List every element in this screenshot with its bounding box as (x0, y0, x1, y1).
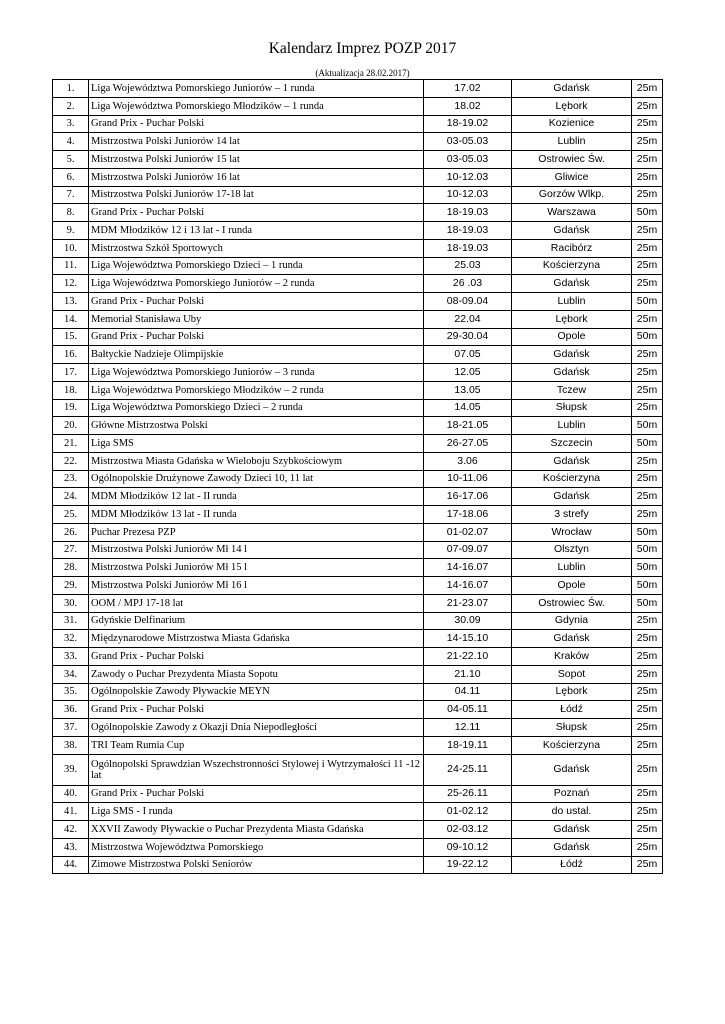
event-number: 25. (53, 506, 89, 524)
table-row (53, 856, 663, 874)
table-row (53, 594, 663, 612)
event-number: 29. (53, 577, 89, 595)
event-pool-length: 25m (632, 630, 663, 648)
event-pool-length: 25m (632, 275, 663, 293)
event-city: Lublin (512, 293, 632, 311)
event-name: Mistrzostwa Polski Juniorów Mł 16 l (89, 577, 424, 595)
event-date: 03-05.03 (424, 133, 512, 151)
event-pool-length: 25m (632, 222, 663, 240)
table-row (53, 222, 663, 240)
event-number: 41. (53, 803, 89, 821)
event-number: 23. (53, 470, 89, 488)
event-number: 7. (53, 186, 89, 204)
event-name: XXVII Zawody Pływackie o Puchar Prezydenta Miasta Gdańska (89, 821, 424, 839)
event-city: Gdańsk (512, 630, 632, 648)
event-city: Lębork (512, 683, 632, 701)
table-row (53, 417, 663, 435)
event-name: TRI Team Rumia Cup (89, 736, 424, 754)
event-number: 39. (53, 754, 89, 785)
table-row (53, 364, 663, 382)
event-pool-length: 25m (632, 856, 663, 874)
event-name: MDM Młodzików 13 lat - II runda (89, 506, 424, 524)
event-name: Główne Mistrzostwa Polski (89, 417, 424, 435)
event-pool-length: 25m (632, 80, 663, 98)
event-name: Międzynarodowe Mistrzostwa Miasta Gdańska (89, 630, 424, 648)
event-date: 04.11 (424, 683, 512, 701)
event-name: Liga SMS - I runda (89, 803, 424, 821)
event-pool-length: 25m (632, 701, 663, 719)
event-number: 19. (53, 399, 89, 417)
table-row (53, 435, 663, 453)
table-row (53, 275, 663, 293)
table-row (53, 239, 663, 257)
event-city: Gdańsk (512, 452, 632, 470)
table-row (53, 577, 663, 595)
event-number: 18. (53, 381, 89, 399)
event-date: 21-22.10 (424, 648, 512, 666)
event-date: 21.10 (424, 665, 512, 683)
event-city: Gdańsk (512, 222, 632, 240)
event-number: 40. (53, 785, 89, 803)
event-date: 18-21.05 (424, 417, 512, 435)
event-city: Łódź (512, 701, 632, 719)
event-date: 12.11 (424, 719, 512, 737)
event-city: Gdańsk (512, 488, 632, 506)
event-city: Gorzów Wlkp. (512, 186, 632, 204)
table-row (53, 80, 663, 98)
event-number: 9. (53, 222, 89, 240)
event-city: Lublin (512, 559, 632, 577)
event-pool-length: 50m (632, 328, 663, 346)
event-name: MDM Młodzików 12 i 13 lat - I runda (89, 222, 424, 240)
event-name: Grand Prix - Puchar Polski (89, 115, 424, 133)
event-pool-length: 25m (632, 399, 663, 417)
event-city: Lębork (512, 97, 632, 115)
event-date: 18-19.03 (424, 204, 512, 222)
event-date: 18-19.03 (424, 222, 512, 240)
event-number: 32. (53, 630, 89, 648)
event-city: Kościerzyna (512, 257, 632, 275)
event-pool-length: 25m (632, 452, 663, 470)
event-city: Wrocław (512, 523, 632, 541)
event-name: Zawody o Puchar Prezydenta Miasta Sopotu (89, 665, 424, 683)
event-name: Mistrzostwa Miasta Gdańska w Wieloboju Szybkościowym (89, 452, 424, 470)
event-date: 14-16.07 (424, 577, 512, 595)
table-row (53, 488, 663, 506)
event-pool-length: 25m (632, 736, 663, 754)
event-number: 8. (53, 204, 89, 222)
event-date: 25.03 (424, 257, 512, 275)
event-city: Tczew (512, 381, 632, 399)
table-row (53, 115, 663, 133)
table-row (53, 346, 663, 364)
event-city: Gdańsk (512, 364, 632, 382)
table-row (53, 701, 663, 719)
event-pool-length: 25m (632, 151, 663, 169)
event-city: Gdynia (512, 612, 632, 630)
event-pool-length: 50m (632, 594, 663, 612)
event-date: 01-02.07 (424, 523, 512, 541)
table-row (53, 381, 663, 399)
table-row (53, 506, 663, 524)
event-number: 20. (53, 417, 89, 435)
event-number: 43. (53, 838, 89, 856)
event-city: Opole (512, 328, 632, 346)
event-date: 25-26.11 (424, 785, 512, 803)
event-name: Ogólnopolskie Zawody z Okazji Dnia Niepodległości (89, 719, 424, 737)
event-date: 10-12.03 (424, 186, 512, 204)
event-city: Poznań (512, 785, 632, 803)
table-row (53, 665, 663, 683)
event-city: Gdańsk (512, 275, 632, 293)
table-row (53, 683, 663, 701)
event-pool-length: 25m (632, 648, 663, 666)
events-table (52, 79, 663, 874)
event-number: 35. (53, 683, 89, 701)
event-number: 1. (53, 80, 89, 98)
event-number: 11. (53, 257, 89, 275)
event-city: 3 strefy (512, 506, 632, 524)
event-name: Mistrzostwa Szkół Sportowych (89, 239, 424, 257)
event-pool-length: 25m (632, 838, 663, 856)
event-number: 5. (53, 151, 89, 169)
event-city: Gdańsk (512, 80, 632, 98)
event-number: 15. (53, 328, 89, 346)
table-row (53, 133, 663, 151)
event-name: Liga Województwa Pomorskiego Młodzików – 2 runda (89, 381, 424, 399)
event-city: Kozienice (512, 115, 632, 133)
event-date: 16-17.06 (424, 488, 512, 506)
event-pool-length: 25m (632, 785, 663, 803)
event-pool-length: 25m (632, 310, 663, 328)
event-city: Gdańsk (512, 346, 632, 364)
event-number: 10. (53, 239, 89, 257)
table-row (53, 310, 663, 328)
event-pool-length: 25m (632, 97, 663, 115)
event-name: OOM / MPJ 17-18 lat (89, 594, 424, 612)
event-pool-length: 25m (632, 506, 663, 524)
event-name: Zimowe Mistrzostwa Polski Seniorów (89, 856, 424, 874)
event-date: 3.06 (424, 452, 512, 470)
event-city: Racibórz (512, 239, 632, 257)
event-pool-length: 25m (632, 115, 663, 133)
event-date: 13.05 (424, 381, 512, 399)
event-pool-length: 25m (632, 821, 663, 839)
event-date: 14.05 (424, 399, 512, 417)
event-city: Lublin (512, 417, 632, 435)
table-row (53, 204, 663, 222)
table-row (53, 785, 663, 803)
event-pool-length: 50m (632, 523, 663, 541)
event-name: Bałtyckie Nadzieje Olimpijskie (89, 346, 424, 364)
event-city: Gliwice (512, 168, 632, 186)
event-date: 10-11.06 (424, 470, 512, 488)
table-row (53, 719, 663, 737)
event-pool-length: 25m (632, 470, 663, 488)
event-date: 22.04 (424, 310, 512, 328)
event-city: Szczecin (512, 435, 632, 453)
event-pool-length: 25m (632, 168, 663, 186)
event-name: Mistrzostwa Polski Juniorów Mł 14 l (89, 541, 424, 559)
event-number: 38. (53, 736, 89, 754)
event-city: Opole (512, 577, 632, 595)
event-date: 26 .03 (424, 275, 512, 293)
event-city: Gdańsk (512, 838, 632, 856)
event-name: Liga Województwa Pomorskiego Młodzików – 1 runda (89, 97, 424, 115)
event-name: Liga SMS (89, 435, 424, 453)
event-date: 01-02.12 (424, 803, 512, 821)
table-row (53, 470, 663, 488)
event-number: 31. (53, 612, 89, 630)
table-row (53, 293, 663, 311)
event-city: Ostrowiec Św. (512, 151, 632, 169)
event-city: Kościerzyna (512, 736, 632, 754)
event-date: 30.09 (424, 612, 512, 630)
event-city: Lublin (512, 133, 632, 151)
table-row (53, 328, 663, 346)
event-pool-length: 25m (632, 381, 663, 399)
event-name: Liga Województwa Pomorskiego Dzieci – 2 runda (89, 399, 424, 417)
event-pool-length: 25m (632, 364, 663, 382)
event-pool-length: 25m (632, 803, 663, 821)
event-pool-length: 25m (632, 612, 663, 630)
events-table-body (53, 80, 663, 874)
event-pool-length: 50m (632, 435, 663, 453)
event-date: 24-25.11 (424, 754, 512, 785)
page-title: Kalendarz Imprez POZP 2017 (268, 40, 457, 57)
event-date: 02-03.12 (424, 821, 512, 839)
event-city: Sopot (512, 665, 632, 683)
event-number: 14. (53, 310, 89, 328)
event-city: Kraków (512, 648, 632, 666)
event-date: 18-19.11 (424, 736, 512, 754)
table-row (53, 612, 663, 630)
event-name: Mistrzostwa Województwa Pomorskiego (89, 838, 424, 856)
event-pool-length: 25m (632, 488, 663, 506)
event-pool-length: 25m (632, 186, 663, 204)
event-pool-length: 25m (632, 754, 663, 785)
event-date: 17-18.06 (424, 506, 512, 524)
table-row (53, 541, 663, 559)
table-row (53, 648, 663, 666)
table-row (53, 821, 663, 839)
event-name: Memoriał Stanisława Uby (89, 310, 424, 328)
event-pool-length: 50m (632, 559, 663, 577)
event-name: Gdyńskie Delfinarium (89, 612, 424, 630)
event-date: 18-19.02 (424, 115, 512, 133)
event-pool-length: 25m (632, 346, 663, 364)
event-date: 17.02 (424, 80, 512, 98)
table-row (53, 151, 663, 169)
event-date: 21-23.07 (424, 594, 512, 612)
event-date: 07.05 (424, 346, 512, 364)
event-pool-length: 25m (632, 683, 663, 701)
event-city: do ustal. (512, 803, 632, 821)
event-date: 07-09.07 (424, 541, 512, 559)
event-name: MDM Młodzików 12 lat - II runda (89, 488, 424, 506)
table-row (53, 97, 663, 115)
table-row (53, 257, 663, 275)
event-name: Grand Prix - Puchar Polski (89, 204, 424, 222)
event-date: 26-27.05 (424, 435, 512, 453)
event-date: 18-19.03 (424, 239, 512, 257)
event-name: Liga Województwa Pomorskiego Juniorów – 1 runda (89, 80, 424, 98)
update-note: (Aktualizacja 28.02.2017) (315, 68, 410, 78)
table-row (53, 559, 663, 577)
event-name: Ogólnopolskie Drużynowe Zawody Dzieci 10, 11 lat (89, 470, 424, 488)
event-name: Grand Prix - Puchar Polski (89, 785, 424, 803)
event-number: 4. (53, 133, 89, 151)
event-date: 10-12.03 (424, 168, 512, 186)
table-row (53, 399, 663, 417)
event-city: Łódź (512, 856, 632, 874)
event-pool-length: 50m (632, 541, 663, 559)
event-number: 36. (53, 701, 89, 719)
event-city: Warszawa (512, 204, 632, 222)
event-number: 34. (53, 665, 89, 683)
event-city: Lębork (512, 310, 632, 328)
event-number: 24. (53, 488, 89, 506)
event-number: 12. (53, 275, 89, 293)
table-row (53, 523, 663, 541)
event-pool-length: 25m (632, 719, 663, 737)
event-pool-length: 50m (632, 293, 663, 311)
event-number: 27. (53, 541, 89, 559)
event-name: Liga Województwa Pomorskiego Juniorów – 3 runda (89, 364, 424, 382)
event-number: 2. (53, 97, 89, 115)
event-name: Grand Prix - Puchar Polski (89, 648, 424, 666)
event-pool-length: 25m (632, 133, 663, 151)
table-row (53, 803, 663, 821)
event-city: Olsztyn (512, 541, 632, 559)
event-pool-length: 50m (632, 417, 663, 435)
event-number: 28. (53, 559, 89, 577)
event-city: Gdańsk (512, 821, 632, 839)
table-row (53, 838, 663, 856)
table-row (53, 736, 663, 754)
table-row (53, 186, 663, 204)
event-name: Ogólnopolski Sprawdzian Wszechstronności Stylowej i Wytrzymałości 11 -12 lat (89, 754, 424, 785)
event-city: Ostrowiec Św. (512, 594, 632, 612)
event-name: Grand Prix - Puchar Polski (89, 293, 424, 311)
event-date: 19-22.12 (424, 856, 512, 874)
event-name: Liga Województwa Pomorskiego Juniorów – 2 runda (89, 275, 424, 293)
event-pool-length: 25m (632, 257, 663, 275)
event-number: 33. (53, 648, 89, 666)
event-number: 22. (53, 452, 89, 470)
event-date: 12.05 (424, 364, 512, 382)
event-city: Słupsk (512, 399, 632, 417)
event-city: Gdańsk (512, 754, 632, 785)
event-pool-length: 50m (632, 204, 663, 222)
event-date: 03-05.03 (424, 151, 512, 169)
event-number: 37. (53, 719, 89, 737)
event-city: Kościerzyna (512, 470, 632, 488)
event-pool-length: 25m (632, 239, 663, 257)
event-name: Mistrzostwa Polski Juniorów 15 lat (89, 151, 424, 169)
event-date: 08-09.04 (424, 293, 512, 311)
table-row (53, 452, 663, 470)
table-row (53, 754, 663, 785)
event-number: 3. (53, 115, 89, 133)
event-number: 30. (53, 594, 89, 612)
event-name: Mistrzostwa Polski Juniorów 16 lat (89, 168, 424, 186)
event-name: Ogólnopolskie Zawody Pływackie MEYN (89, 683, 424, 701)
event-number: 17. (53, 364, 89, 382)
event-number: 13. (53, 293, 89, 311)
event-date: 29-30.04 (424, 328, 512, 346)
event-number: 42. (53, 821, 89, 839)
event-city: Słupsk (512, 719, 632, 737)
event-date: 18.02 (424, 97, 512, 115)
event-name: Grand Prix - Puchar Polski (89, 328, 424, 346)
event-date: 09-10.12 (424, 838, 512, 856)
event-date: 04-05.11 (424, 701, 512, 719)
table-row (53, 168, 663, 186)
event-number: 16. (53, 346, 89, 364)
event-number: 21. (53, 435, 89, 453)
event-date: 14-16.07 (424, 559, 512, 577)
event-name: Puchar Prezesa PZP (89, 523, 424, 541)
event-name: Mistrzostwa Polski Juniorów 17-18 lat (89, 186, 424, 204)
event-date: 14-15.10 (424, 630, 512, 648)
event-number: 26. (53, 523, 89, 541)
event-name: Liga Województwa Pomorskiego Dzieci – 1 runda (89, 257, 424, 275)
event-pool-length: 50m (632, 577, 663, 595)
table-row (53, 630, 663, 648)
event-name: Mistrzostwa Polski Juniorów Mł 15 l (89, 559, 424, 577)
event-number: 44. (53, 856, 89, 874)
event-number: 6. (53, 168, 89, 186)
event-pool-length: 25m (632, 665, 663, 683)
event-name: Grand Prix - Puchar Polski (89, 701, 424, 719)
event-name: Mistrzostwa Polski Juniorów 14 lat (89, 133, 424, 151)
